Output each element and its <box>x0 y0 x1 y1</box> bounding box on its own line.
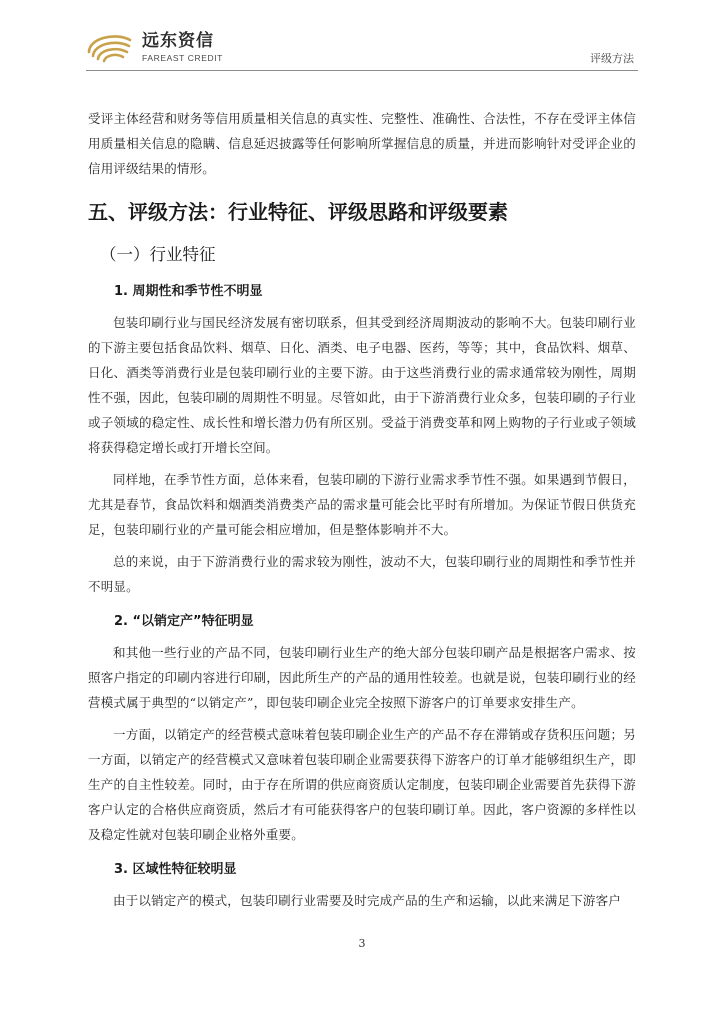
brand-name-en: FAREAST CREDIT <box>142 53 223 63</box>
page-number: 3 <box>358 937 366 950</box>
document-body <box>88 106 636 913</box>
page-header <box>0 0 724 72</box>
fareast-logo-icon <box>86 30 134 64</box>
paragraph: 总的来说，由于下游消费行业的需求较为刚性，波动不大，包装印刷行业的周期性和季节性并不明显。 <box>88 554 636 594</box>
item-heading-regional: 3. 区域性特征较明显 <box>114 862 237 877</box>
intro-paragraph: 受评主体经营和财务等信用质量相关信息的真实性、完整性、准确性、合法性，不存在受评主体信用质量相关信息的隐瞒、信息延迟披露等任何影响所掌握信息的质量，并进而影响针对受评企业的信用评级结果的情形。 <box>88 111 636 176</box>
header-section-label: 评级方法 <box>590 52 634 65</box>
item-heading-cyclicality: 1. 周期性和季节性不明显 <box>114 284 263 299</box>
paragraph: 同样地，在季节性方面，总体来看，包装印刷的下游行业需求季节性不强。如果遇到节假日，尤其是春节，食品饮料和烟酒类消费类产品的需求量可能会比平时有所增加。为保证节假日供货充足，包装印刷行业的产量可能会相应增加，但是整体影响并不大。 <box>88 472 636 537</box>
header-divider <box>86 70 638 71</box>
paragraph: 一方面，以销定产的经营模式意味着包装印刷企业生产的产品不存在滞销或存货积压问题；另一方面，以销定产的经营模式又意味着包装印刷企业需要获得下游客户的订单才能够组织生产，即生产的自主性较差。同时，由于存在所谓的供应商资质认定制度，包装印刷企业需要首先获得下游客户认定的合格供应商资质，然后才有可能获得客户的包装印刷订单。因此，客户资源的多样性以及稳定性就对包装印刷企业格外重要。 <box>88 727 636 842</box>
brand-block <box>142 31 223 64</box>
paragraph: 由于以销定产的模式，包装印刷行业需要及时完成产品的生产和运输，以此来满足下游客户 <box>113 893 622 908</box>
paragraph: 包装印刷行业与国民经济发展有密切联系，但其受到经济周期波动的影响不大。包装印刷行业的下游主要包括食品饮料、烟草、日化、酒类、电子电器、医药，等等；其中，食品饮料、烟草、日化、酒类等消费行业是包装印刷行业的主要下游。由于这些消费行业的需求通常较为刚性，周期性不强，因此，包装印刷的周期性不明显。尽管如此，由于下游消费行业众多，包装印刷的子行业或子领域的稳定性、成长性和增长潜力仍有所区别。受益于消费变革和网上购物的子行业或子领域将获得稳定增长或打开增长空间。 <box>88 315 636 455</box>
brand-name-cn: 远东资信 <box>142 31 214 51</box>
paragraph: 和其他一些行业的产品不同，包装印刷行业生产的绝大部分包装印刷产品是根据客户需求、按照客户指定的印刷内容进行印刷，因此所生产的产品的通用性较差。也就是说，包装印刷行业的经营模式属于典型的“以销定产”，即包装印刷企业完全按照下游客户的订单要求安排生产。 <box>88 645 636 710</box>
section-title: 五、评级方法：行业特征、评级思路和评级要素 <box>88 200 508 224</box>
subsection-title: （一）行业特征 <box>100 245 216 264</box>
item-heading-make-to-order: 2. “以销定产”特征明显 <box>114 614 254 629</box>
